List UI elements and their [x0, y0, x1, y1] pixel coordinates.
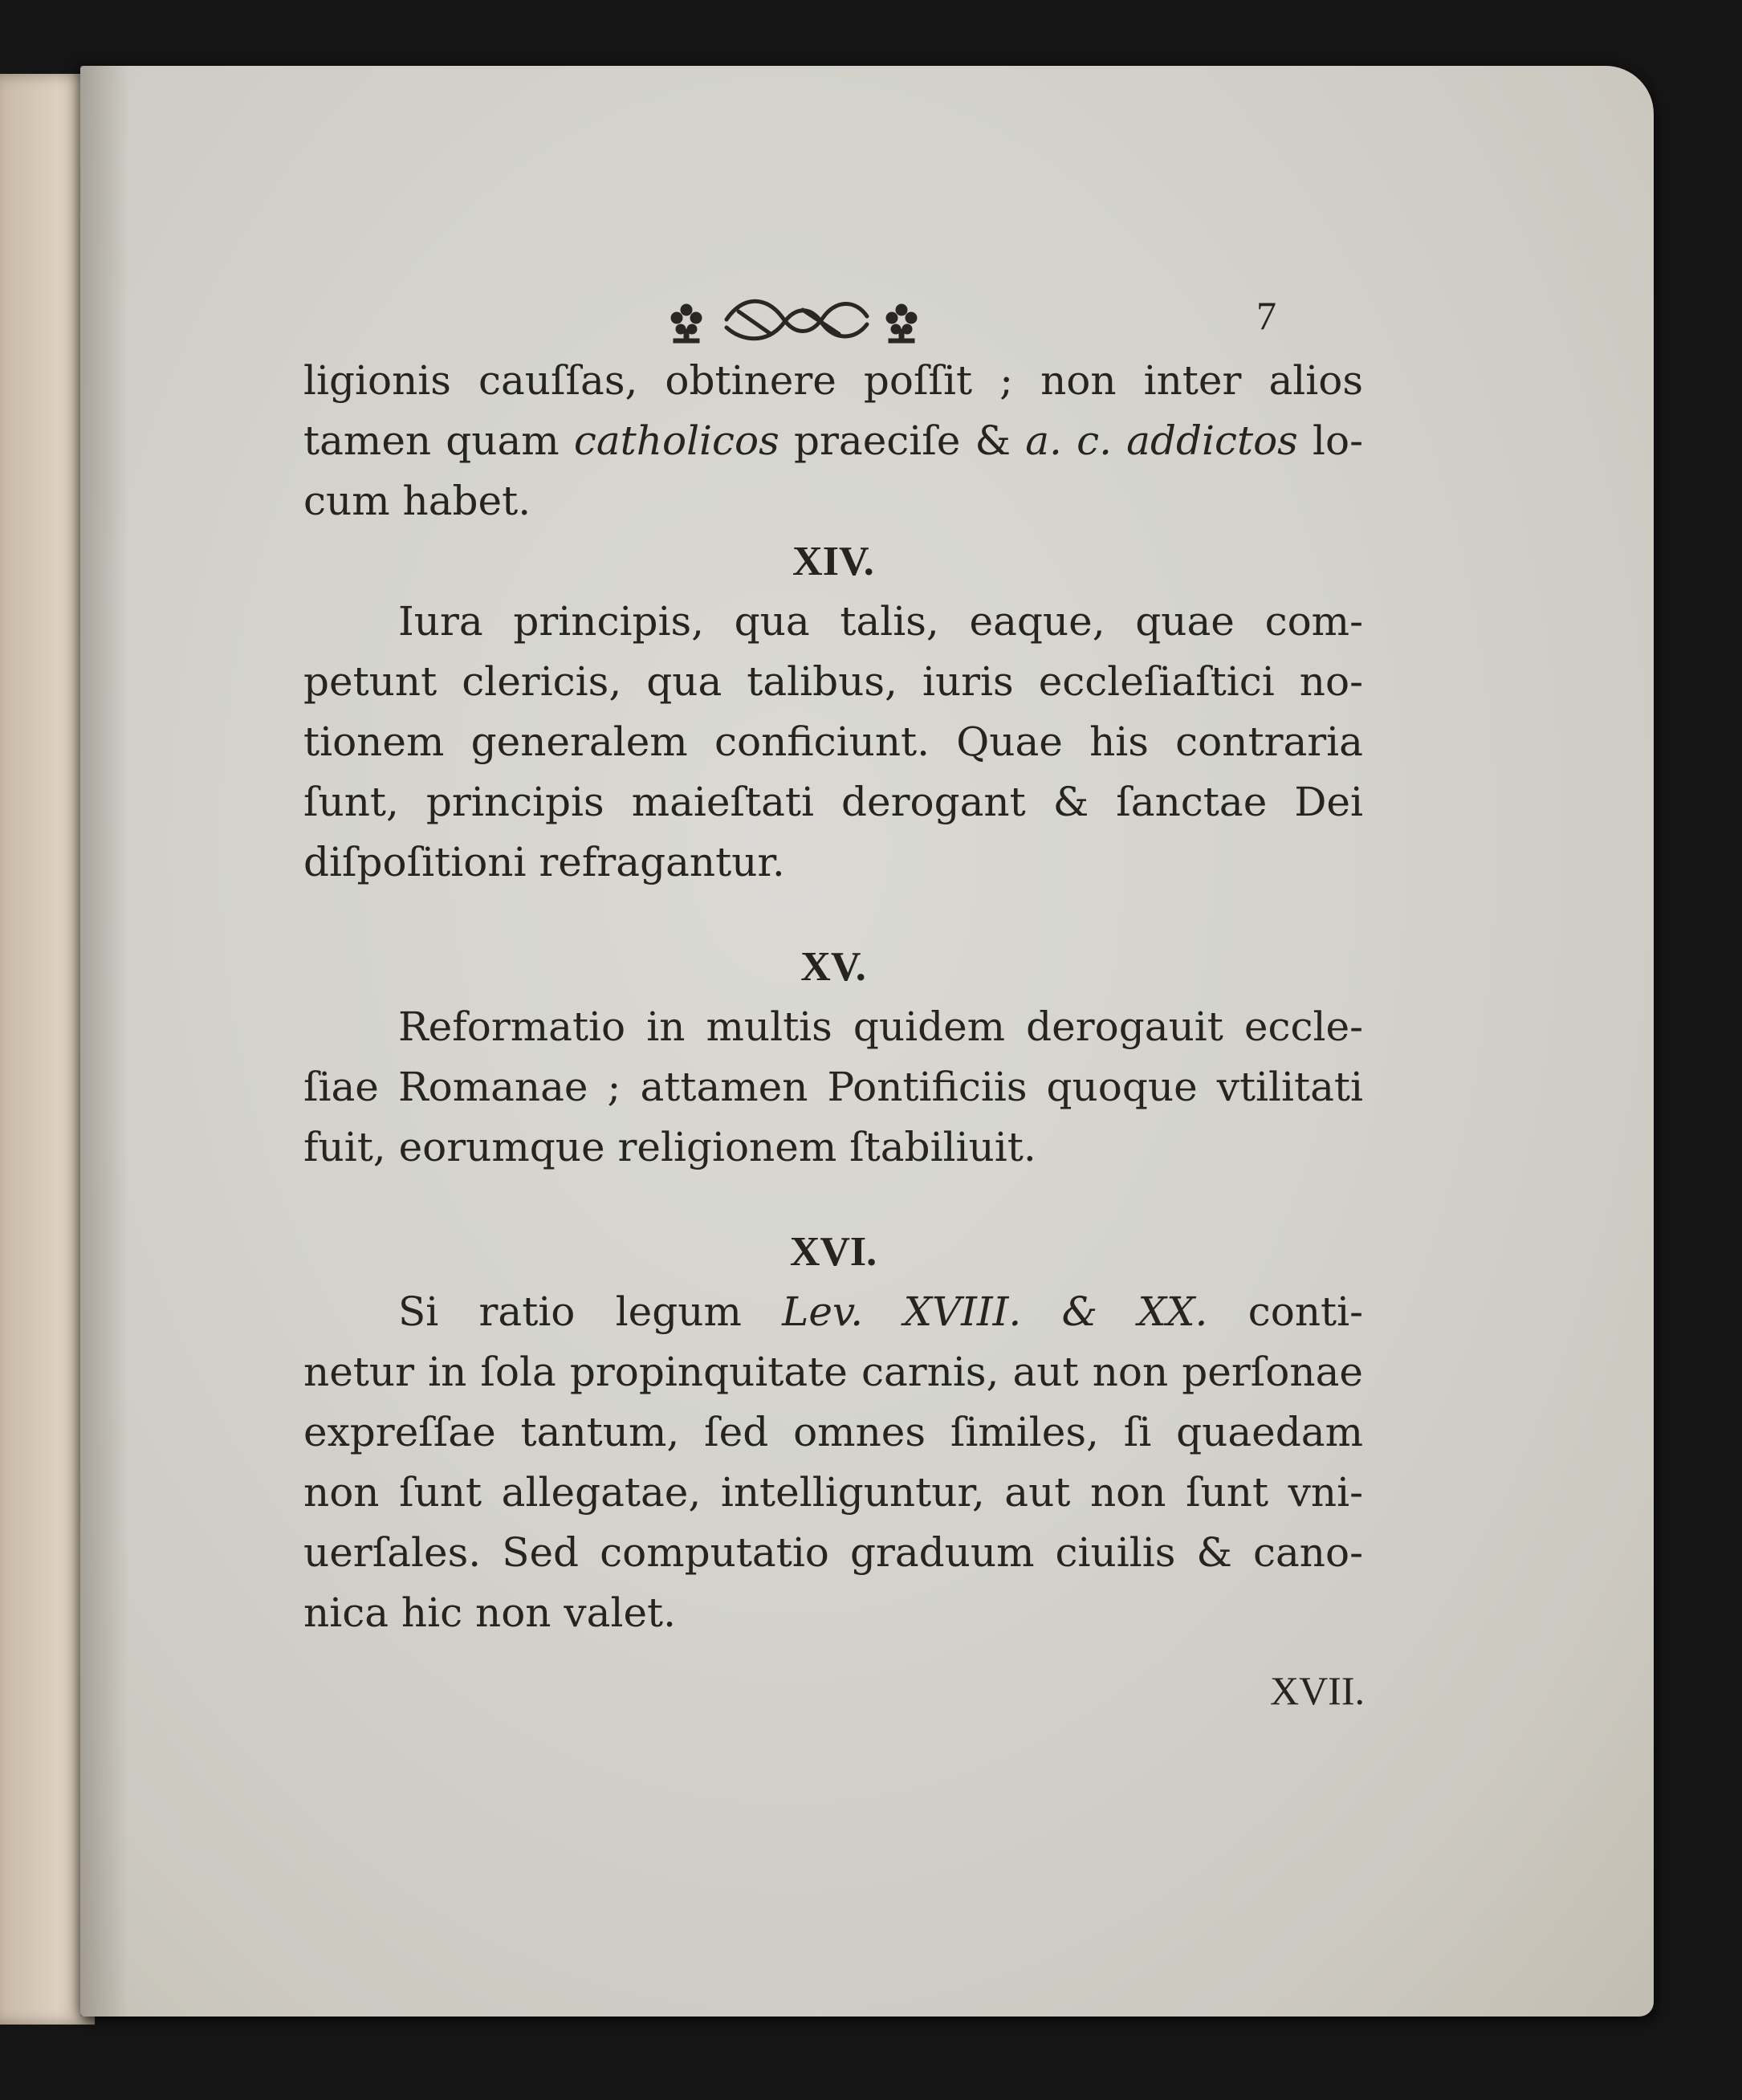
page-number: 7	[1256, 293, 1276, 338]
continued-paragraph	[303, 351, 1363, 531]
text-line: non ſunt allegatae, intelliguntur, aut non ſunt vni-	[303, 1469, 1363, 1516]
text-line: ſunt, principis maieſtati derogant & ſanctae Dei	[303, 779, 1363, 825]
italic-catholicos: catholicos	[573, 417, 779, 464]
book-page	[80, 66, 1654, 2017]
text-span: lo-	[1297, 417, 1363, 464]
section-heading-xv: XV.	[800, 944, 866, 990]
page-body	[303, 351, 1363, 1643]
text-line: nica hic non valet.	[303, 1589, 677, 1636]
section-heading-xvi: XVI.	[789, 1229, 877, 1275]
text-line: fuit, eorumque religionem ſtabiliuit.	[303, 1124, 1036, 1170]
text-line: petunt clericis, qua talibus, iuris eccleſiaſtici no-	[303, 658, 1363, 705]
text-span: tamen quam	[303, 417, 574, 464]
section-heading-xiv: XIV.	[792, 539, 874, 584]
italic-reference: Lev. XVIII. & XX.	[782, 1288, 1208, 1335]
section-xv-paragraph	[303, 997, 1363, 1178]
text-line: cum habet.	[303, 478, 531, 524]
spacer	[303, 893, 1363, 937]
section-xvi-paragraph	[303, 1282, 1363, 1643]
text-line: expreſſae tantum, ſed omnes ſimiles, ſi quaedam	[303, 1409, 1363, 1455]
italic-ac: a. c.	[1025, 417, 1112, 464]
text-line: Reformatio in multis quidem derogauit eccle-	[398, 1003, 1363, 1050]
printers-ornament-icon	[662, 287, 927, 352]
page-header	[80, 287, 1654, 352]
catchword: XVII.	[1269, 1668, 1365, 1713]
text-span: praeciſe &	[779, 417, 1026, 464]
gutter-shadow	[80, 66, 128, 2017]
text-line: netur in ſola propinquitate carnis, aut non perſonae	[303, 1349, 1363, 1395]
text-line: ſiae Romanae ; attamen Pontificiis quoque vtilitati	[303, 1064, 1363, 1110]
text-span: Si ratio legum	[398, 1288, 783, 1335]
text-line: uerſales. Sed computatio graduum ciuilis & cano-	[303, 1529, 1363, 1576]
text-line	[303, 411, 1363, 471]
section-xiv-paragraph	[303, 592, 1363, 893]
italic-addictos: addictos	[1126, 417, 1298, 464]
spacer	[303, 1178, 1363, 1222]
text-span: conti-	[1207, 1288, 1363, 1335]
text-line: tionem generalem conficiunt. Quae his contraria	[303, 718, 1363, 765]
text-line	[303, 1282, 1363, 1342]
text-line: diſpoſitioni refragantur.	[303, 839, 785, 885]
text-line: ligionis cauſſas, obtinere poſſit ; non inter alios	[303, 357, 1363, 404]
text-line: Iura principis, qua talis, eaque, quae com-	[398, 598, 1363, 645]
